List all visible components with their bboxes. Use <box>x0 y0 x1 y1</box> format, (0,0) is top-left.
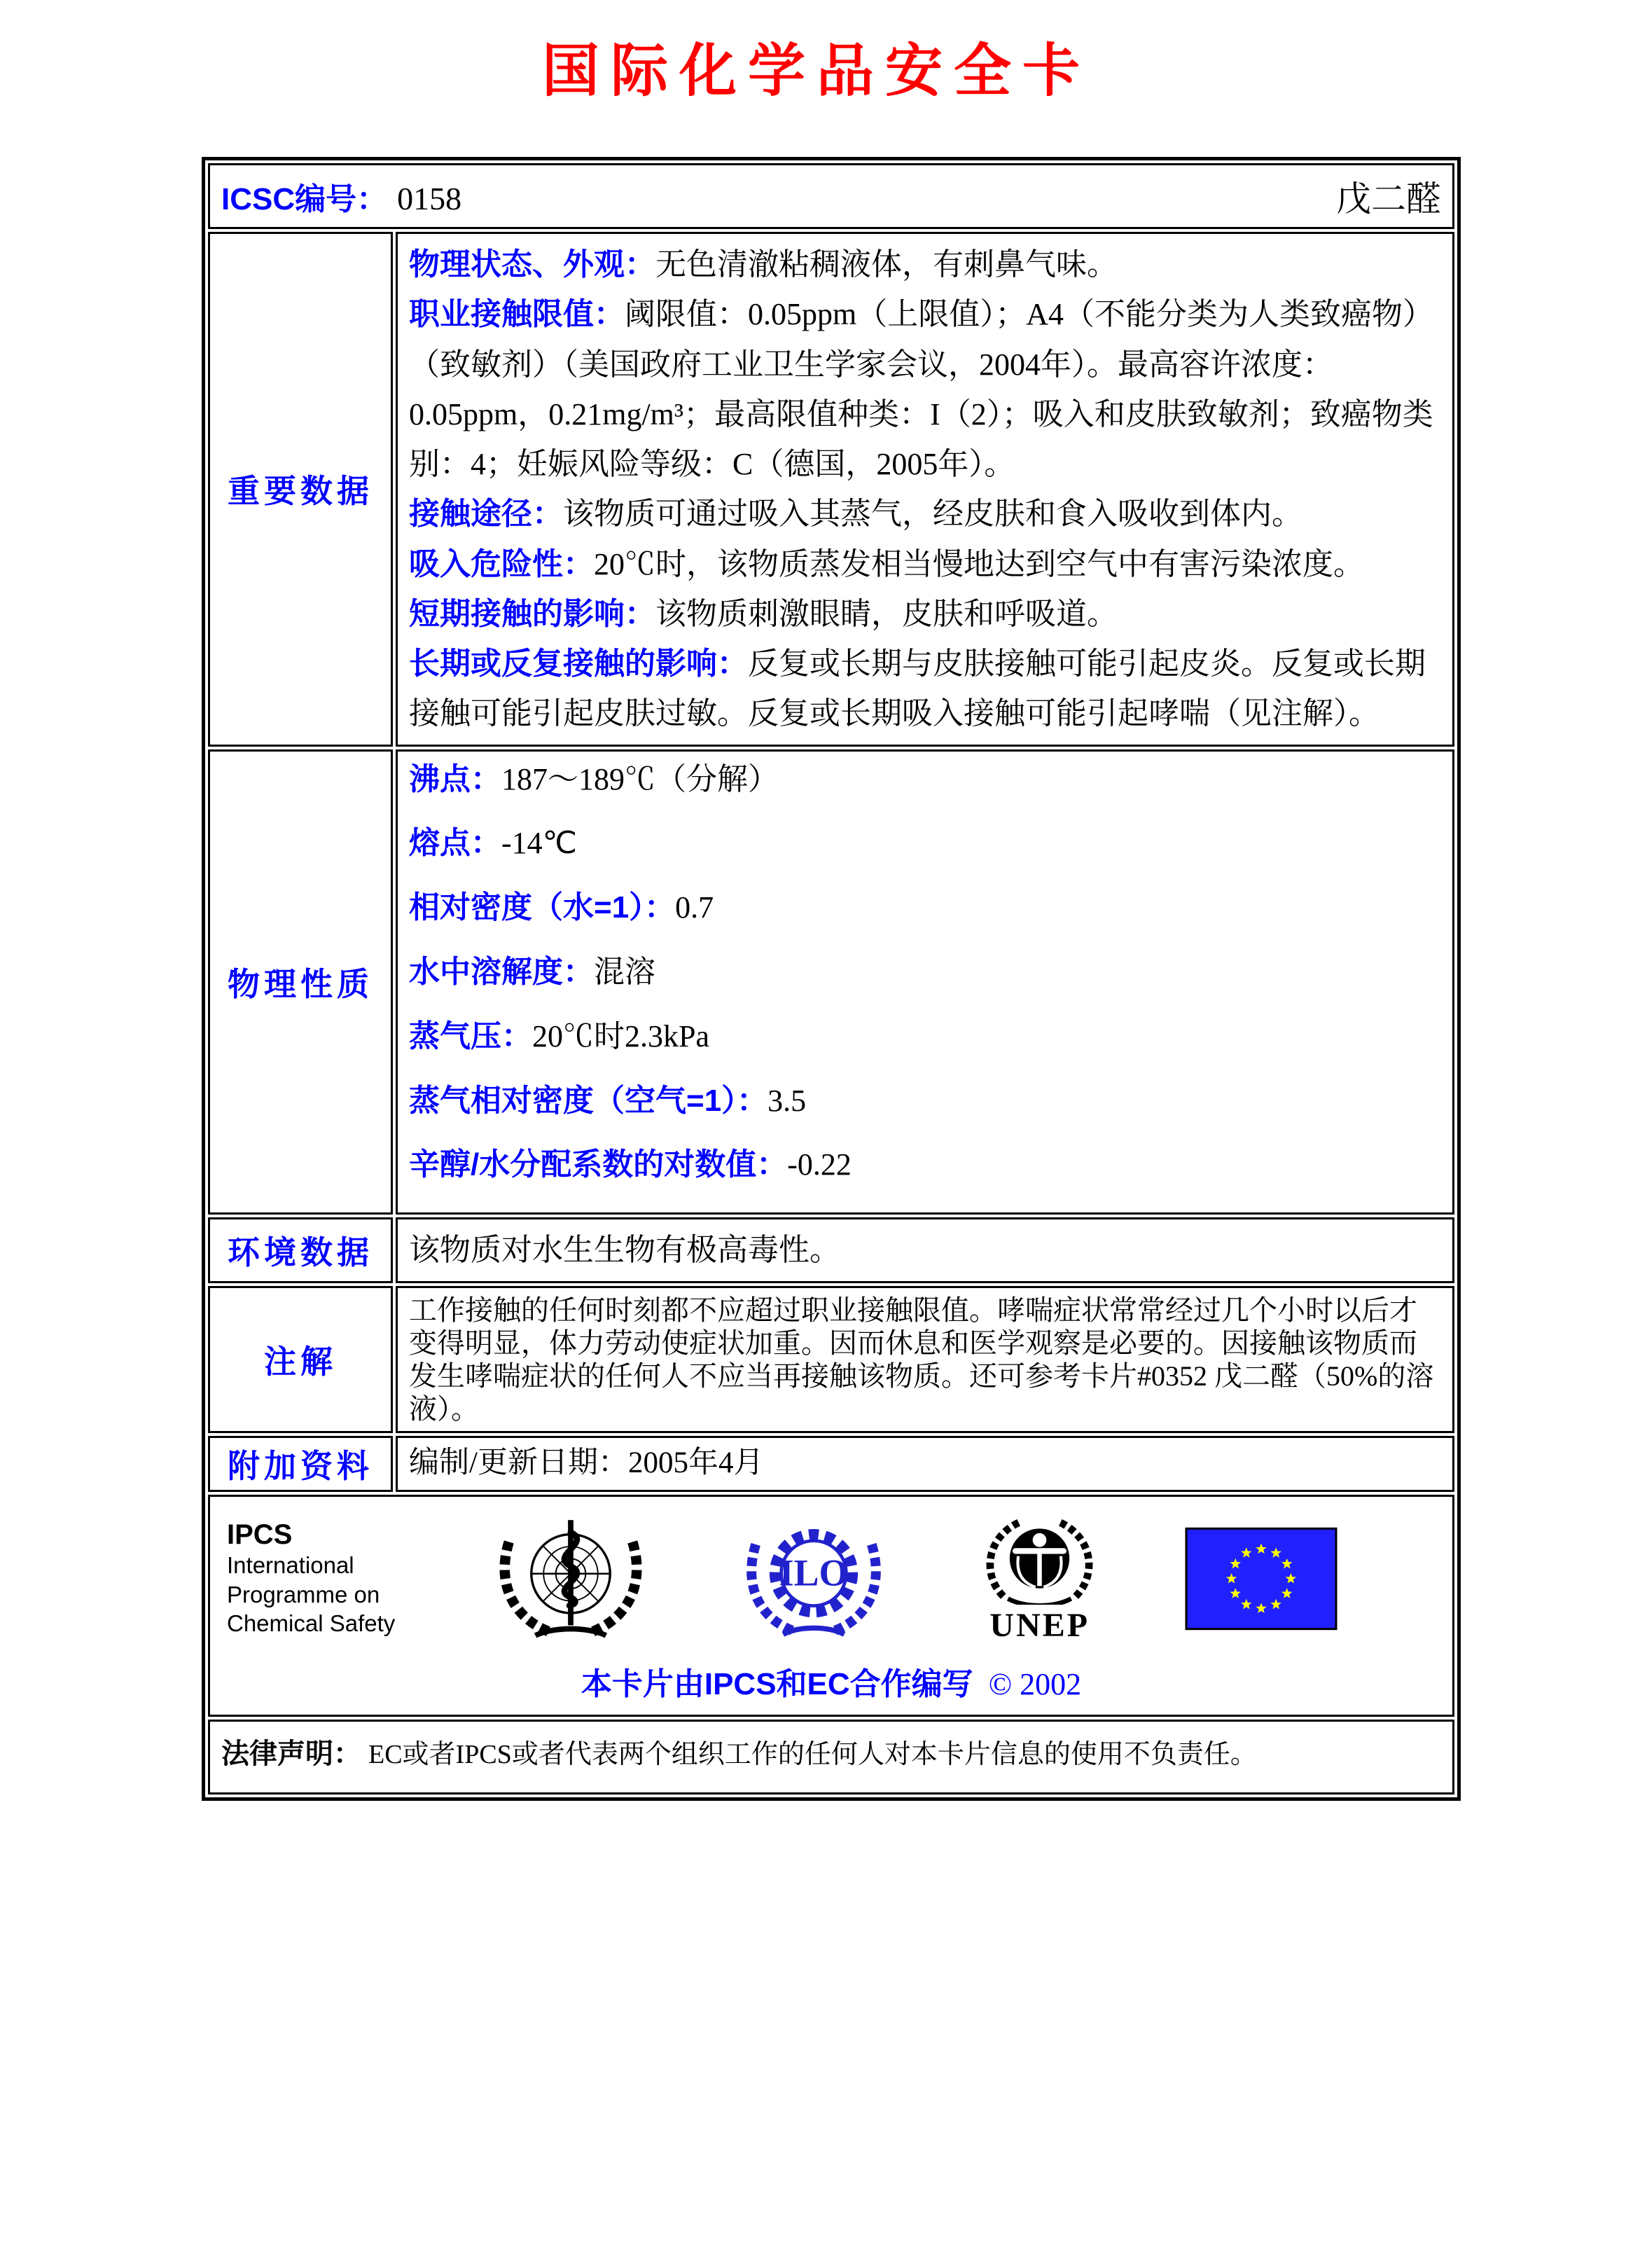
table-row-header <box>208 163 1454 229</box>
field-long-term-effects <box>409 639 1441 739</box>
field-relative-density-value: 0.7 <box>675 890 714 925</box>
table-row-logos <box>208 1495 1454 1717</box>
ilo-logo-icon <box>732 1517 895 1640</box>
icsc-number-label: ICSC编号： <box>221 182 388 216</box>
section-label-important-data: 重要数据 <box>208 232 393 747</box>
credit-text: 本卡片由IPCS和EC合作编写 <box>581 1667 973 1702</box>
field-relative-density <box>409 885 1441 930</box>
section-label-environmental-data: 环境数据 <box>208 1217 393 1282</box>
field-vapor-pressure-value: 20℃时2.3kPa <box>532 1018 709 1053</box>
field-water-solubility <box>409 950 1441 995</box>
field-melting-point <box>409 821 1441 866</box>
field-melting-point-value: -14℃ <box>501 826 578 861</box>
field-occupational-exposure-limits-value: 阈限值：0.05ppm（上限值）；A4（不能分类为人类致癌物）（致敏剂）（美国政府工业卫生学家会议，2004年）。最高容许浓度：0.05ppm，0.21mg/m³；最高限值种类：I（2）；吸入和皮肤致敏剂；致癌物类别：4；妊娠风险等级：C（德国，2005年）。 <box>409 297 1433 482</box>
header-flex <box>221 171 1441 221</box>
section-label-additional-info: 附加资料 <box>208 1436 393 1492</box>
unep-logo-icon <box>968 1512 1111 1605</box>
field-boiling-point-label: 沸点： <box>409 761 501 796</box>
icsc-number-group <box>221 174 461 219</box>
field-vapor-relative-density-label: 蒸气相对密度（空气=1）： <box>409 1083 768 1118</box>
physical-properties-content <box>396 749 1454 1215</box>
legal-text: EC或者IPCS或者代表两个组织工作的任何人对本卡片信息的使用不负责任。 <box>368 1740 1257 1770</box>
field-physical-state-value: 无色清澈粘稠液体，有刺鼻气味。 <box>655 247 1118 282</box>
additional-info-text <box>409 1444 1441 1483</box>
who-logo-icon <box>482 1515 659 1643</box>
field-inhalation-risk <box>409 539 1441 589</box>
field-water-solubility-label: 水中溶解度： <box>409 955 594 990</box>
unep-logo-label: UNEP <box>989 1607 1090 1645</box>
legal-label: 法律声明： <box>221 1738 361 1770</box>
unep-logo-block <box>968 1512 1111 1645</box>
field-routes-of-exposure-label: 接触途径： <box>409 497 563 532</box>
header-cell <box>208 163 1454 229</box>
table-row-physical-properties <box>208 749 1454 1215</box>
logos-cell <box>208 1495 1454 1717</box>
additional-info-content <box>396 1436 1454 1492</box>
icsc-card-table <box>202 157 1461 1801</box>
field-vapor-relative-density-value: 3.5 <box>767 1083 807 1118</box>
field-octanol-water-partition <box>409 1142 1441 1187</box>
logos-strip <box>227 1512 1436 1645</box>
field-melting-point-label: 熔点： <box>409 826 501 861</box>
field-short-term-effects-label: 短期接触的影响： <box>409 596 655 631</box>
eu-flag-icon <box>1185 1527 1337 1631</box>
ipcs-subtitle: International Programme on Chemical Safety <box>227 1552 396 1636</box>
field-vapor-pressure-label: 蒸气压： <box>409 1018 532 1053</box>
notes-value: 工作接触的任何时刻都不应超过职业接触限值。哮喘症状常常经过几个小时以后才变得明显，体力劳动使症状加重。因而休息和医学观察是必要的。因接触该物质而发生哮喘症状的任何人不应当再接触该物质。还可参考卡片#0352 戊二醛（50%的溶液）。 <box>409 1294 1434 1425</box>
field-physical-state <box>409 240 1441 289</box>
field-long-term-effects-label: 长期或反复接触的影响： <box>409 646 748 682</box>
table-row-important-data <box>208 232 1454 747</box>
field-octanol-water-partition-label: 辛醇/水分配系数的对数值： <box>409 1147 788 1182</box>
table-row-legal <box>208 1720 1454 1795</box>
notes-content <box>396 1286 1454 1434</box>
field-boiling-point <box>409 757 1441 802</box>
field-vapor-relative-density <box>409 1079 1441 1123</box>
field-short-term-effects-value: 该物质刺激眼睛，皮肤和呼吸道。 <box>655 596 1118 631</box>
chemical-name: 戊二醛 <box>1336 179 1441 219</box>
ilo-logo-text: ILO <box>779 1551 848 1594</box>
field-physical-state-label: 物理状态、外观： <box>409 247 655 282</box>
credit-line <box>227 1659 1436 1703</box>
environmental-data-value: 该物质对水生生物有极高毒性。 <box>409 1233 840 1268</box>
field-relative-density-label: 相对密度（水=1）： <box>409 890 676 925</box>
icsc-number-value: 0158 <box>397 181 462 216</box>
field-long-term-effects-value: 反复或长期与皮肤接触可能引起皮炎。反复或长期接触可能引起皮肤过敏。反复或长期吸入接触可能引起哮喘（见注解）。 <box>409 646 1426 731</box>
environmental-data-content <box>396 1217 1454 1282</box>
field-vapor-pressure <box>409 1014 1441 1059</box>
table-row-notes <box>208 1286 1454 1434</box>
notes-text <box>409 1294 1441 1426</box>
environmental-data-text <box>409 1225 1441 1275</box>
field-boiling-point-value: 187～189℃（分解） <box>501 761 779 796</box>
ipcs-title: IPCS <box>227 1519 293 1551</box>
field-octanol-water-partition-value: -0.22 <box>787 1147 852 1182</box>
field-inhalation-risk-value: 20℃时，该物质蒸发相当慢地达到空气中有害污染浓度。 <box>594 546 1364 581</box>
page-title: 国际化学品安全卡 <box>541 39 1091 103</box>
table-row-environmental-data <box>208 1217 1454 1282</box>
field-routes-of-exposure <box>409 489 1441 539</box>
field-short-term-effects <box>409 589 1441 639</box>
table-row-additional-info <box>208 1436 1454 1492</box>
important-data-content <box>396 232 1454 747</box>
section-label-notes: 注解 <box>208 1286 393 1434</box>
field-inhalation-risk-label: 吸入危险性： <box>409 546 594 581</box>
section-label-physical-properties: 物理性质 <box>208 749 393 1215</box>
ipcs-text-block <box>227 1519 409 1638</box>
additional-info-value: 编制/更新日期：2005年4月 <box>409 1446 764 1480</box>
legal-cell <box>208 1720 1454 1795</box>
field-occupational-exposure-limits-label: 职业接触限值： <box>409 297 625 332</box>
credit-year: © 2002 <box>988 1667 1082 1702</box>
field-routes-of-exposure-value: 该物质可通过吸入其蒸气，经皮肤和食入吸收到体内。 <box>563 497 1302 532</box>
field-occupational-exposure-limits <box>409 289 1441 489</box>
field-water-solubility-value: 混溶 <box>594 955 655 990</box>
